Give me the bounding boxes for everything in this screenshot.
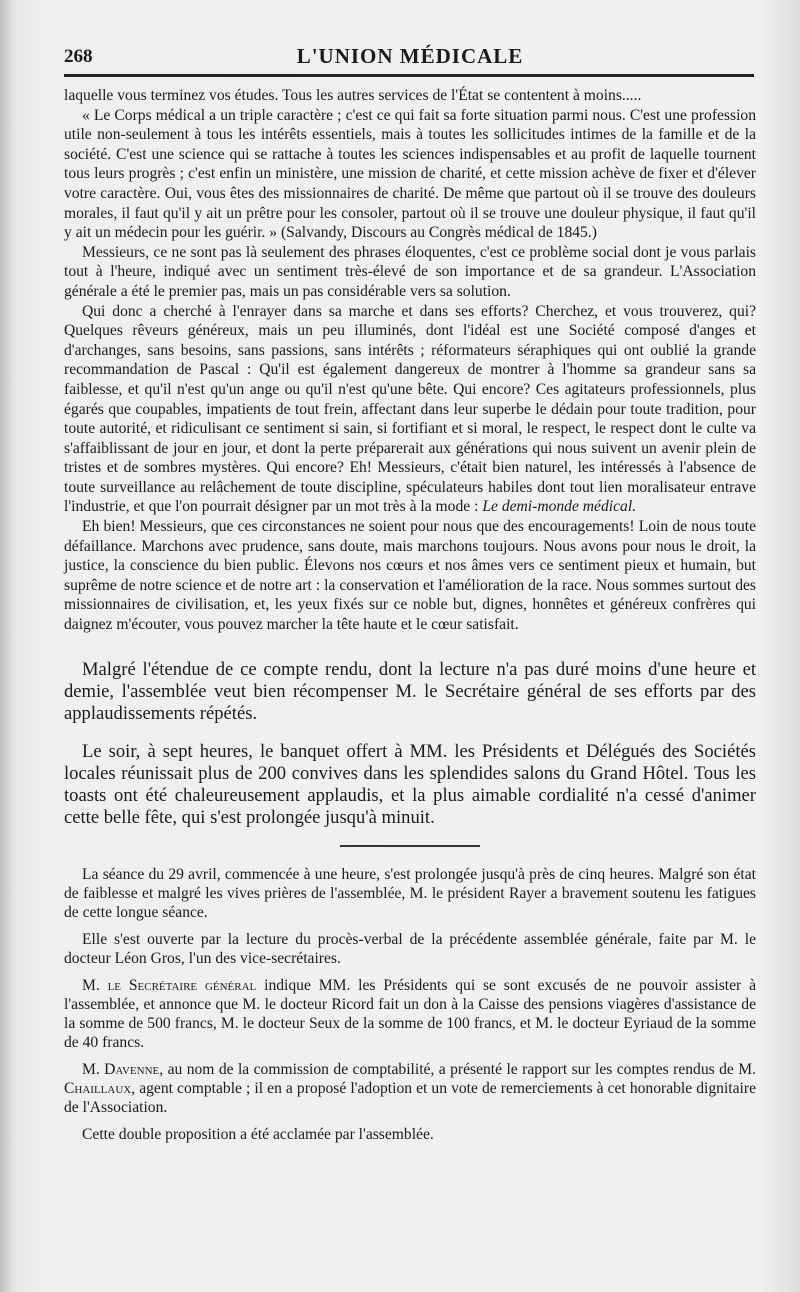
minutes-paragraph [64, 976, 756, 1052]
speech-section [64, 86, 756, 635]
header-rule [64, 74, 754, 77]
minutes-paragraph: Cette double proposition a été acclamée par l'assemblée. [82, 1125, 434, 1143]
running-title: L'UNION MÉDICALE [296, 44, 524, 68]
minutes-paragraph: Elle s'est ouverte par la lecture du procès-verbal de la précédente assemblée générale, faite par M. le docteur Léon Gros, l'un des vice-secrétaires. [64, 930, 756, 967]
speech-quote-paragraph: « Le Corps médical a un triple caractère ; c'est ce qui fait sa forte situation parmi nous. C'est une profession utile non-seulement à tous les intérêts essentiels, mais à toutes les sollicitudes intimes de la famille et de la société. C'est une science qui se rattache à toutes les sciences indispensables et au profit de laquelle tournent tous leurs progrès ; c'est enfin un ministère, une mission de charité, et cette mission achève de fixer et d'élever votre caractère. Oui, vous êtes des missionnaires de charité. De même que partout où il se trouve des douleurs morales, il faut qu'il y ait un prêtre pour les consoler, partout où il se trouve une douleur physique, il faut qu'il y ait un médecin pour les guérir. » (Salvandy, Discours au Congrès médical de 1845.) [64, 106, 756, 242]
minutes-paragraph [64, 1060, 756, 1117]
report-section [64, 659, 756, 829]
minutes-paragraph: La séance du 29 avril, commencée à une heure, s'est prolongée jusqu'à près de cinq heures. Malgré son état de faiblesse et malgré les vives prières de l'assemblée, M. le président Rayer a bravement soutenu les fatigues de cette longue séance. [64, 865, 756, 921]
speaker-name: M. le Secrétaire général [82, 976, 257, 994]
speech-text: Qui donc a cherché à l'enrayer dans sa marche et dans ses efforts? Cherchez, et vous trouverez, qui? Quelques rêveurs généreux, mais un peu illuminés, dont l'idéal est une Société composé d'anges et d'archanges, sans besoins, sans passions, sans intérêts ; réformateurs séraphiques qui ont oublié la grande recommandation de Pascal : Qu'il est également dangereux de montrer à l'homme sa grandeur sans sa faiblesse, et qu'il n'est qu'un ange ou qu'il n'est qu'une bête. Qui encore? Ces agitateurs professionnels, plus égarés que coupables, impatients de tout frein, affectant dans leur superbe le dédain pour toute tradition, pour toute autorité, et ridiculisant ce sentiment si sain, si fortifiant et si moral, le respect, le respect dont le culte va s'affaiblissant de jour en jour, et dont la perte préparerait aux générations qui nous suivent un avenir plein de tristes et de sombres mystères. Qui encore? Eh! Messieurs, c'était bien naturel, les intéressés à l'absence de toute surveillance au relâchement de toute discipline, spéculateurs habiles dont tout lien moralisateur entrave l'industrie, et que l'on pourrait désigner par un mot très à la mode : [64, 302, 756, 516]
page-number: 268 [64, 46, 93, 67]
minutes-text: agent comptable ; il en a proposé l'adoption et un vote de remerciements à cet honorable dignitaire de l'Association. [64, 1079, 756, 1116]
report-paragraph: Malgré l'étendue de ce compte rendu, dont la lecture n'a pas duré moins d'une heure et demie, l'assemblée veut bien récompenser M. le Secrétaire général de ses efforts par des applaudissements répétés. [64, 658, 756, 724]
speech-italic-phrase: Le demi-monde médical. [482, 498, 637, 516]
page-content [64, 86, 756, 1152]
speaker-name: Chaillaux, [64, 1079, 136, 1097]
section-separator [340, 845, 480, 847]
minutes-text: au nom de la commission de comptabilité, a présenté le rapport sur les comptes rendus de M. [167, 1060, 757, 1078]
speech-paragraph: laquelle vous terminez vos études. Tous les autres services de l'État se contentent à moins..... [64, 87, 642, 104]
minutes-section [64, 865, 756, 1144]
report-paragraph: Le soir, à sept heures, le banquet offert à MM. les Présidents et Délégués des Sociétés locales réunissait plus de 200 convives dans les splendides salons du Grand Hôtel. Tous les toasts ont été chaleureusement applaudis, et la plus aimable cordialité n'a cessé d'animer cette belle fête, qui s'est prolongée jusqu'à minuit. [64, 740, 756, 828]
speech-paragraph: Messieurs, ce ne sont pas là seulement des phrases éloquentes, c'est ce problème social dont je vous parlais tout à l'heure, indiqué avec un sentiment très-élevé de son importance et de sa grandeur. L'Association générale a été le premier pas, mais un pas considérable vers sa solution. [64, 243, 756, 300]
speech-paragraph [64, 302, 756, 518]
speech-paragraph: Eh bien! Messieurs, que ces circonstances ne soient pour nous que des encouragements! Loin de nous toute défaillance. Marchons avec prudence, sans doute, mais marchons toujours. Nous avons pour nous le droit, la justice, la conscience du bien public. Élevons nos cœurs et nos âmes vers ce sentiment pieux et humain, but suprême de notre science et de notre art : la conservation et l'amélioration de la race. Nous sommes surtout des missionnaires de civilisation, et, les yeux fixés sur ce noble but, dignes, honnêtes et généreux confrères qui daignez m'écouter, vous pouvez marcher la tête haute et le cœur satisfait. [64, 518, 756, 634]
page-header [64, 38, 756, 74]
minutes-text: indique MM. les Présidents qui se sont excusés de ne pouvoir assister à l'assemblée, et annonce que M. le docteur Ricord fait un don à la Caisse des pensions viagères d'assistance de la somme de 500 francs, M. le docteur Seux de la somme de 100 francs, et M. le docteur Eyriaud de la somme de 40 francs. [64, 976, 756, 1051]
speaker-name: M. Davenne, [82, 1060, 164, 1078]
